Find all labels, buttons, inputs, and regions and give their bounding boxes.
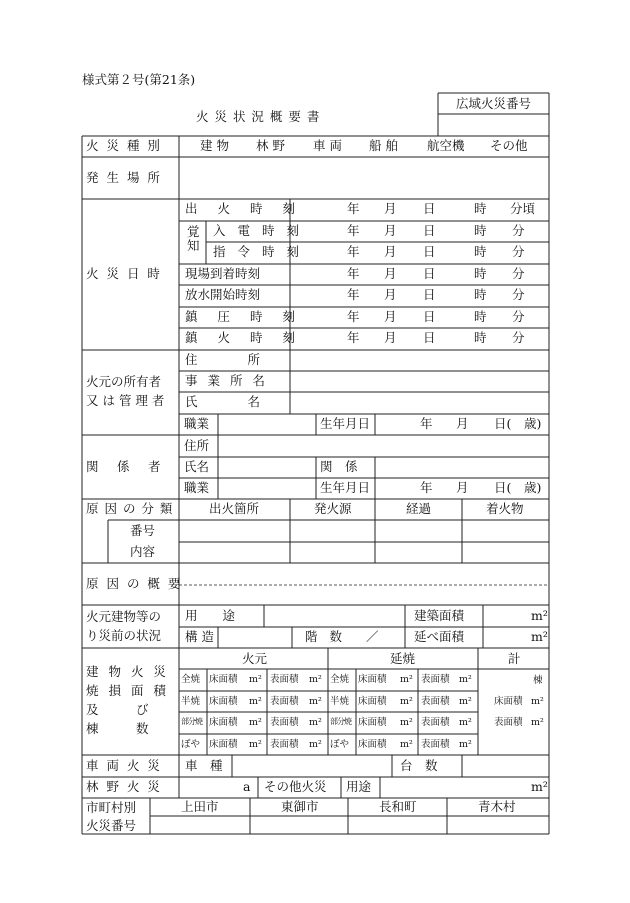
related-job-label: 職業 (184, 480, 210, 495)
owner-label-2: 又 は 管 理 者 (86, 393, 165, 408)
related-relation-label: 関 係 (320, 459, 358, 474)
total-area-label: 延べ面積 (414, 629, 465, 644)
floor-area-unit: m² (249, 717, 262, 728)
city-aoki: 青木村 (478, 799, 516, 814)
related-age: 歳) (524, 480, 542, 495)
other-use-label: 用途 (346, 779, 372, 794)
surface-area-unit: m² (309, 717, 322, 728)
floor-area-label: 床面積 (209, 696, 238, 707)
dt-year: 年 (347, 201, 360, 216)
dt-hour: 時 (474, 223, 487, 238)
damage-row-type: 部分焼 (330, 717, 351, 726)
dt-day: 日 (423, 201, 436, 216)
dt-month: 月 (384, 287, 397, 302)
surface-area-unit: m² (309, 739, 322, 750)
vehicle-count-label: 台 数 (400, 758, 438, 773)
damage-row-type: 部分焼 (181, 717, 202, 726)
dt-year: 年 (347, 244, 360, 259)
surface-area-unit: m² (459, 674, 472, 685)
dt-minute: 分 (512, 244, 525, 259)
owner-age: 歳) (524, 416, 542, 431)
total-bldg-unit: 棟 (533, 675, 543, 686)
forest-area-unit: a (243, 779, 251, 794)
dt-year: 年 (347, 330, 360, 345)
floor-area-unit: m² (400, 674, 413, 685)
damage-label-4: 棟 数 (86, 721, 149, 736)
form-number: 様式第２号(第21条) (82, 72, 196, 87)
related-day: 日( (494, 480, 512, 495)
total-surface-area-unit: m² (531, 717, 544, 728)
other-area-unit: m² (531, 779, 548, 794)
fire-number-field[interactable] (439, 115, 548, 135)
floors-label: 階 数 (305, 629, 346, 644)
surface-area-unit: m² (309, 674, 322, 685)
fire-type-building[interactable]: 建 物 (200, 138, 229, 153)
dt-day: 日 (423, 223, 436, 238)
page-title: 火 災 状 況 概 要 書 (196, 109, 321, 124)
surface-area-unit: m² (459, 717, 472, 728)
damage-row-type: 半焼 (181, 696, 201, 707)
related-year: 年 (420, 480, 433, 495)
damage-row-type: 全焼 (330, 674, 350, 685)
damage-total-header: 計 (508, 651, 521, 666)
fire-type-aircraft[interactable]: 航空機 (427, 138, 465, 153)
dt-month: 月 (384, 309, 397, 324)
dt-month: 月 (384, 201, 397, 216)
city-tomi: 東御市 (281, 799, 319, 814)
surface-area-unit: m² (459, 739, 472, 750)
dt-minute: 分 (512, 309, 525, 324)
dt-hour: 時 (474, 244, 487, 259)
dt-day: 日 (423, 309, 436, 324)
dt-minute: 分 (512, 266, 525, 281)
floor-area-unit: m² (400, 717, 413, 728)
kakuchi-label: 覚知 (187, 224, 200, 253)
floor-area-label: 床面積 (358, 739, 387, 750)
cause-summary-label: 原 因 の 概 要 (86, 576, 183, 591)
owner-office-label: 事 業 所 名 (185, 373, 268, 388)
cause-label: 原 因 の 分 類 (86, 501, 174, 516)
floor-area-label: 床面積 (209, 739, 238, 750)
damage-row-type: 半焼 (330, 696, 350, 707)
datetime-row-label: 鎮 圧 時 刻 (185, 309, 303, 324)
dt-day: 日 (423, 287, 436, 302)
surface-area-label: 表面積 (270, 696, 299, 707)
fire-type-ship[interactable]: 船 舶 (369, 138, 398, 153)
dt-hour: 時 (474, 309, 487, 324)
surface-area-unit: m² (309, 696, 322, 707)
cause-col-process: 経過 (406, 501, 432, 516)
datetime-label: 火 災 日 時 (86, 266, 162, 281)
location-field[interactable] (180, 158, 548, 198)
dt-month: 月 (384, 266, 397, 281)
datetime-row-label: 出 火 時 刻 (185, 201, 303, 216)
dt-month: 月 (384, 223, 397, 238)
cause-number-label: 番号 (130, 523, 156, 538)
surface-area-label: 表面積 (421, 674, 450, 685)
origin-label-1: 火元建物等の (86, 609, 162, 624)
cause-col-material: 着火物 (486, 501, 524, 516)
dt-minute: 分 (512, 330, 525, 345)
building-area-label: 建築面積 (414, 608, 465, 623)
floor-area-unit: m² (249, 674, 262, 685)
cause-content-label: 内容 (130, 544, 156, 559)
origin-label-2: り災前の状況 (86, 628, 162, 643)
dt-hour: 時 (474, 266, 487, 281)
fire-type-other[interactable]: その他 (490, 138, 528, 153)
floor-area-unit: m² (249, 739, 262, 750)
fire-type-label: 火 災 種 別 (86, 138, 162, 153)
datetime-row-label: 現場到着時刻 (185, 266, 261, 281)
damage-label-2: 焼 損 面 積 (86, 683, 169, 698)
dt-year: 年 (347, 309, 360, 324)
floor-area-unit: m² (249, 696, 262, 707)
floor-area-unit: m² (400, 739, 413, 750)
total-floor-area-unit: m² (531, 696, 544, 707)
surface-area-label: 表面積 (421, 739, 450, 750)
dt-hour: 時 (474, 287, 487, 302)
owner-name-label: 氏 名 (185, 394, 261, 409)
dt-day: 日 (423, 330, 436, 345)
datetime-row-label: 鎮 火 時 刻 (185, 330, 303, 345)
dt-year: 年 (347, 223, 360, 238)
dt-hour: 時 (474, 330, 487, 345)
dt-year: 年 (347, 287, 360, 302)
damage-row-type: ぼや (181, 739, 201, 750)
floor-area-label: 床面積 (358, 717, 387, 728)
dt-day: 日 (423, 266, 436, 281)
location-label: 発 生 場 所 (86, 170, 162, 185)
use-label: 用 途 (185, 608, 236, 623)
related-birth-label: 生年月日 (320, 480, 371, 495)
dt-day: 日 (423, 244, 436, 259)
floor-area-label: 床面積 (209, 717, 238, 728)
damage-row-type: 全焼 (181, 674, 201, 685)
datetime-row-label: 指 令 時 刻 (213, 244, 303, 259)
damage-label-3: 及 び (86, 702, 149, 717)
fire-type-vehicle[interactable]: 車 両 (313, 138, 342, 153)
surface-area-label: 表面積 (421, 717, 450, 728)
related-address-label: 住所 (184, 438, 210, 453)
fire-number-label: 広域火災番号 (456, 96, 532, 111)
vehicle-type-label: 車 種 (185, 758, 223, 773)
dt-minute: 分頃 (510, 201, 536, 216)
floor-area-unit: m² (400, 696, 413, 707)
owner-day: 日( (494, 416, 512, 431)
city-label-1: 市町村別 (86, 800, 137, 815)
owner-label-1: 火元の所有者 (86, 374, 162, 389)
floor-area-label: 床面積 (358, 674, 387, 685)
damage-spread-header: 延焼 (390, 651, 416, 666)
dt-month: 月 (384, 244, 397, 259)
floor-area-label: 床面積 (209, 674, 238, 685)
cause-col-source: 発火源 (314, 501, 352, 516)
related-label: 関 係 者 (86, 459, 164, 474)
city-label-2: 火災番号 (86, 818, 137, 833)
floor-area-label: 床面積 (358, 696, 387, 707)
surface-area-label: 表面積 (421, 696, 450, 707)
cause-summary-field[interactable] (180, 565, 548, 603)
total-area-unit: m² (531, 629, 548, 644)
owner-birth-label: 生年月日 (320, 416, 371, 431)
surface-area-unit: m² (459, 696, 472, 707)
dt-month: 月 (384, 330, 397, 345)
owner-address-label: 住 所 (185, 352, 261, 367)
city-ueda: 上田市 (181, 799, 219, 814)
total-floor-area-label: 床面積 (494, 696, 523, 707)
total-surface-area-label: 表面積 (494, 717, 523, 728)
fire-type-forest[interactable]: 林 野 (256, 138, 285, 153)
surface-area-label: 表面積 (270, 674, 299, 685)
surface-area-label: 表面積 (270, 717, 299, 728)
damage-row-type: ぼや (330, 739, 350, 750)
building-area-unit: m² (531, 608, 548, 623)
related-month: 月 (456, 480, 469, 495)
dt-year: 年 (347, 266, 360, 281)
dt-minute: 分 (512, 287, 525, 302)
damage-label-1: 建 物 火 災 (86, 664, 169, 679)
structure-label: 構 造 (185, 629, 214, 644)
forest-label: 林 野 火 災 (86, 779, 162, 794)
cause-col-location: 出火箇所 (209, 501, 260, 516)
floors-separator: ／ (366, 629, 379, 644)
owner-job-label: 職業 (184, 416, 210, 431)
dt-hour: 時 (474, 201, 487, 216)
datetime-row-label: 放水開始時刻 (185, 287, 261, 302)
damage-origin-header: 火元 (242, 651, 268, 666)
vehicle-label: 車 両 火 災 (86, 758, 162, 773)
related-name-label: 氏名 (184, 459, 210, 474)
owner-year: 年 (420, 416, 433, 431)
datetime-row-label: 入 電 時 刻 (213, 223, 303, 238)
city-nagawa: 長和町 (379, 799, 417, 814)
dt-minute: 分 (512, 223, 525, 238)
owner-month: 月 (456, 416, 469, 431)
surface-area-label: 表面積 (270, 739, 299, 750)
other-fire-label: その他火災 (264, 779, 327, 794)
